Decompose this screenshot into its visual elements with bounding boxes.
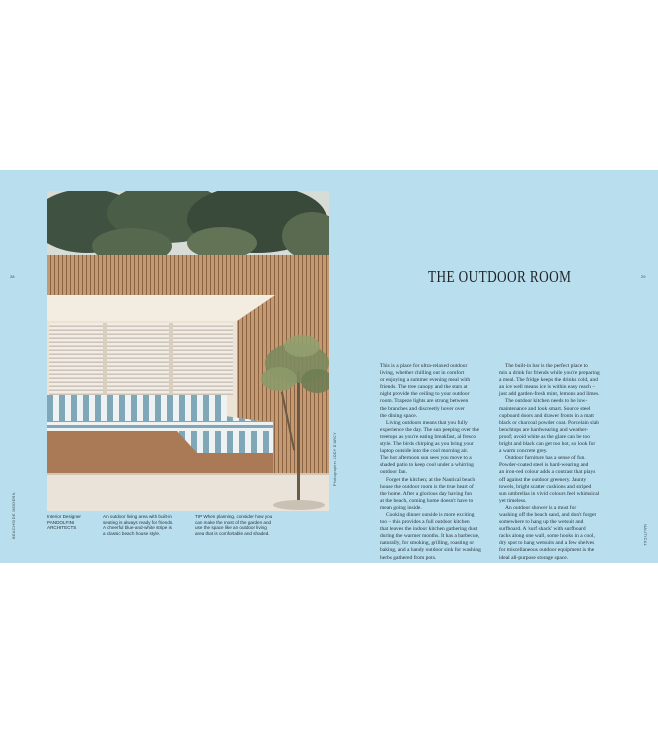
body-line: Living outdoors means that you fully bbox=[386, 419, 468, 426]
body-line: living, whether chilling out in comfort bbox=[380, 370, 465, 377]
body-line: dry spot to hang wetsuits and a few shelves bbox=[499, 540, 595, 547]
body-line: a warm concrete grey. bbox=[499, 448, 548, 455]
body-line: yet timeless. bbox=[499, 497, 527, 504]
body-line: the dining space. bbox=[380, 412, 418, 419]
body-line: proof; avoid white as the glare can be too bbox=[499, 433, 591, 440]
body-line: naturally, for smoking, grilling, roasting or bbox=[380, 540, 475, 547]
body-line: cupboard doors and drawer fronts in a matt bbox=[499, 412, 594, 419]
article-title: THE OUTDOOR ROOM bbox=[428, 267, 572, 286]
body-line: off against the outdoor greenery. Jaunty bbox=[499, 476, 587, 483]
tip-line: use the space like an outdoor living bbox=[195, 525, 267, 531]
body-line: The hot afternoon sun sees you move to a bbox=[380, 455, 472, 462]
body-column-left bbox=[380, 363, 481, 562]
body-line: black or charcoal powder coat. Porcelain slab bbox=[499, 419, 600, 426]
photo-caption bbox=[103, 514, 173, 536]
caption-line: seating is always ready for friends. bbox=[103, 519, 174, 525]
body-line: the home. After a glorious day having fun bbox=[380, 490, 472, 497]
body-line: that leaves the indoor kitchen gathering dust bbox=[380, 526, 478, 533]
body-line: The built-in bar is the perfect place to bbox=[505, 363, 588, 369]
body-line: an iron-red colour adds a contrast that plays bbox=[499, 469, 596, 476]
body-column-right bbox=[499, 363, 600, 562]
body-line: bright and black can get too hot, so look for bbox=[499, 441, 596, 448]
body-line: Powder-coated steel is hard-wearing and bbox=[499, 462, 589, 469]
body-line: just add garden-fresh mint, lemons and limes. bbox=[499, 391, 600, 398]
body-line: surfboard. A 'surf shack' with surfboard bbox=[499, 526, 586, 533]
body-line: maintenance and look smart. Source steel bbox=[499, 405, 591, 412]
caption-line: a classic beach house style. bbox=[103, 530, 161, 536]
tip-line: area that is comfortable and shaded. bbox=[195, 530, 270, 536]
body-line: experience the day. The sun peeping over the bbox=[380, 426, 480, 433]
credit-line: ARCHITECTS bbox=[47, 525, 77, 531]
body-line: baking, and a handy outdoor sink for washing bbox=[380, 547, 481, 554]
body-line: outdoor fan. bbox=[380, 469, 407, 476]
photo-credit: Photographer JODY D'ARCY bbox=[333, 432, 337, 486]
credit-line: Interior Designer bbox=[47, 514, 81, 519]
body-line: benchtops are hardwearing and weather- bbox=[499, 426, 589, 433]
body-line: too – this provides a full outdoor kitchen bbox=[380, 519, 470, 526]
body-line: at the beach, coming home doesn't have to bbox=[380, 497, 474, 504]
body-line: laptop outside into the cool morning air. bbox=[380, 448, 469, 455]
designer-credit bbox=[47, 514, 81, 531]
right-running-head: NAUTICAL bbox=[643, 524, 648, 547]
body-line: mean going inside. bbox=[380, 504, 422, 511]
body-line: racks along one wall, some hooks in a cool, bbox=[499, 533, 595, 540]
body-line: The outdoor kitchen needs to be low- bbox=[505, 398, 588, 405]
left-running-head: BEACHSIDE MODERN bbox=[11, 492, 16, 539]
body-line: treetops as you're eating breakfast, al fresco bbox=[380, 433, 477, 440]
body-line: during the warmer months. It has a barbecue, bbox=[380, 533, 480, 540]
outdoor-room-photo bbox=[47, 191, 329, 511]
body-line: Cooking dinner outside is more exciting bbox=[386, 511, 475, 518]
caption-line: A cheerful blue-and-white stripe is bbox=[103, 525, 172, 531]
body-line: towels, bright scatter cushions and striped bbox=[499, 483, 592, 490]
body-line: a meal. The fridge keeps the drinks cold, and bbox=[499, 377, 598, 384]
body-line: Forget the kitchen; at the Nautical beach bbox=[386, 476, 476, 483]
left-page-number: 28 bbox=[10, 274, 15, 279]
body-line: Outdoor furniture has a sense of fun. bbox=[505, 455, 586, 462]
body-line: style. The birds chirping as you bring your bbox=[380, 441, 474, 448]
right-page-number: 29 bbox=[641, 274, 646, 279]
body-line: ideal all-purpose storage space. bbox=[499, 554, 569, 561]
tip-line: TIP When planning, consider how you bbox=[195, 514, 273, 519]
tip-box bbox=[195, 514, 272, 536]
magazine-spread bbox=[0, 170, 658, 563]
body-line: house the outdoor room is the true heart of bbox=[380, 483, 474, 490]
body-line: for miscellaneous outdoor equipment is the bbox=[499, 547, 595, 554]
body-line: or enjoying a summer evening meal with bbox=[380, 377, 471, 384]
body-line: sun umbrellas in vivid colours feel whimsical bbox=[499, 490, 600, 497]
credit-line: PANDOLFINI bbox=[47, 519, 75, 525]
body-line: night provide the ceiling to your outdoor bbox=[380, 391, 470, 398]
body-line: an ice well means ice is within easy reach – bbox=[499, 384, 596, 391]
body-line: An outdoor shower is a must for bbox=[505, 504, 577, 511]
tip-line: can make the most of the garden and bbox=[195, 519, 272, 525]
body-line: mix a drink for friends while you're preparing bbox=[499, 370, 600, 377]
body-line: This is a place for ultra-relaxed outdoor bbox=[380, 363, 468, 369]
body-line: shaded patio to keep cool under a whirring bbox=[380, 462, 474, 469]
body-line: herbs gathered from pots. bbox=[380, 554, 437, 561]
body-line: room. Trapeze lights are strung between bbox=[380, 398, 469, 405]
caption-line: An outdoor living area with built-in bbox=[103, 514, 172, 519]
body-line: the branches and discreetly hover over bbox=[380, 405, 465, 412]
body-line: friends. The tree canopy and the stars at bbox=[380, 384, 468, 391]
body-line: washing off the beach sand, and don't forget bbox=[499, 511, 597, 518]
body-line: somewhere to hang up the wetsuit and bbox=[499, 519, 584, 526]
